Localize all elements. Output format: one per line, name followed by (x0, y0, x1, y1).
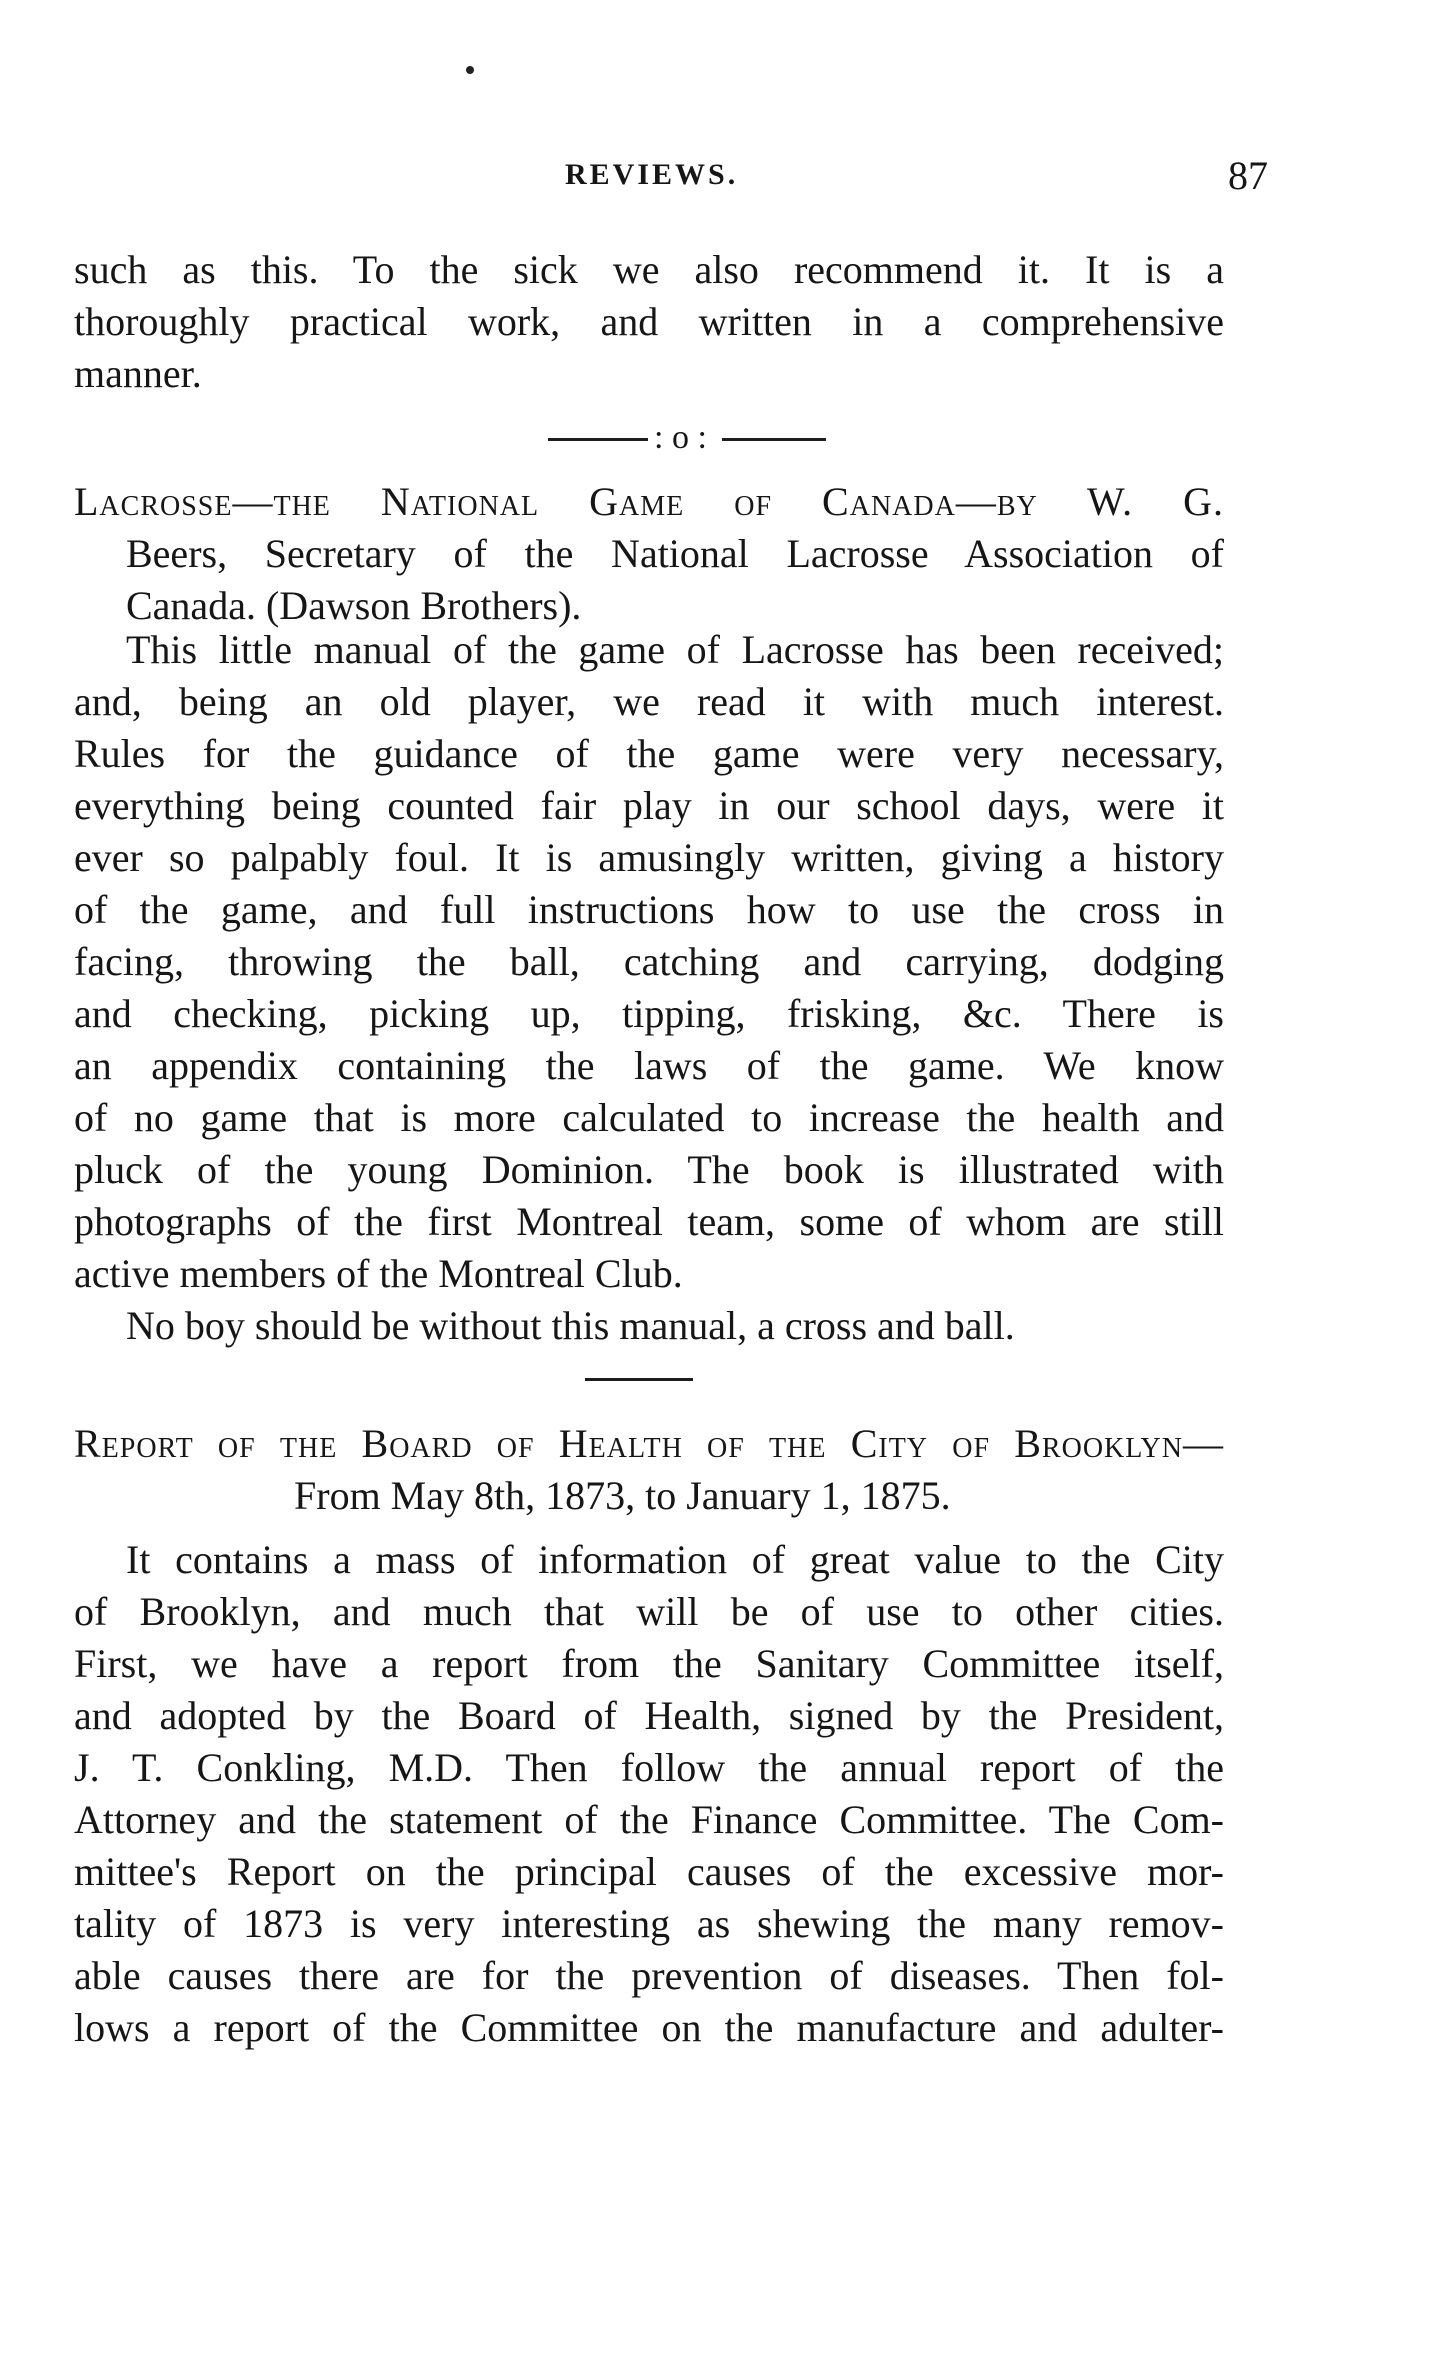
text-line: and checking, picking up, tipping, frisking, &c. There is (74, 991, 1224, 1036)
ink-speck (466, 66, 474, 74)
heading-line: Report of the Board of Health of the City of Brooklyn— (74, 1421, 1225, 1466)
text-line: Attorney and the statement of the Finance Committee. The Com- (74, 1797, 1224, 1842)
closing-line: No boy should be without this manual, a cross and ball. (126, 1303, 1015, 1348)
text-line: able causes there are for the prevention of diseases. Then fol- (74, 1953, 1224, 1998)
page-header (0, 153, 1431, 208)
text-line: First, we have a report from the Sanitary Committee itself, (74, 1641, 1224, 1686)
heading-line: Lacrosse—the National Game of Canada—by W. G. (74, 479, 1224, 524)
heading-line: From May 8th, 1873, to January 1, 1875. (294, 1473, 951, 1518)
review-brooklyn-body (74, 1534, 1224, 2054)
text-line: thoroughly practical work, and written in a comprehensive (74, 299, 1224, 344)
running-head: REVIEWS. (565, 158, 739, 191)
separator-ornament: : o : (654, 419, 707, 456)
text-line: photographs of the first Montreal team, some of whom are still (74, 1199, 1224, 1244)
text-line: J. T. Conkling, M.D. Then follow the annual report of the (74, 1745, 1224, 1790)
text-line: tality of 1873 is very interesting as shewing the many remov- (74, 1901, 1224, 1946)
heading-line: Beers, Secretary of the National Lacrosse Association of (126, 531, 1224, 576)
heading-line: Canada. (Dawson Brothers). (126, 583, 582, 628)
text-line: Rules for the guidance of the game were very necessary, (74, 731, 1224, 776)
text-line: of no game that is more calculated to increase the health and (74, 1095, 1224, 1140)
review-lacrosse-heading (74, 476, 1224, 632)
review-brooklyn-heading (74, 1418, 1224, 1522)
text-line: everything being counted fair play in our school days, were it (74, 783, 1224, 828)
section-divider-rule (585, 1378, 693, 1381)
text-line: This little manual of the game of Lacrosse has been received; (126, 627, 1224, 672)
text-line: such as this. To the sick we also recommend it. It is a (74, 247, 1224, 292)
text-line: It contains a mass of information of great value to the City (126, 1537, 1224, 1582)
text-line: facing, throwing the ball, catching and carrying, dodging (74, 939, 1224, 984)
separator-rule-left (548, 438, 648, 441)
text-line: and adopted by the Board of Health, signed by the President, (74, 1693, 1224, 1738)
text-line: and, being an old player, we read it with much interest. (74, 679, 1224, 724)
text-line: manner. (74, 351, 202, 396)
separator-rule-right (722, 438, 826, 441)
text-line: of Brooklyn, and much that will be of use to other cities. (74, 1589, 1224, 1634)
page-number: 87 (1228, 153, 1268, 198)
text-line: mittee's Report on the principal causes of the excessive mor- (74, 1849, 1224, 1894)
review-lacrosse-body (74, 624, 1224, 1352)
text-line: an appendix containing the laws of the game. We know (74, 1043, 1224, 1088)
text-line: ever so palpably foul. It is amusingly written, giving a history (74, 835, 1224, 880)
text-line: lows a report of the Committee on the manufacture and adulter- (74, 2005, 1224, 2050)
continuation-paragraph (74, 244, 1224, 400)
text-line: of the game, and full instructions how to use the cross in (74, 887, 1224, 932)
text-line: pluck of the young Dominion. The book is illustrated with (74, 1147, 1224, 1192)
text-line: active members of the Montreal Club. (74, 1251, 683, 1296)
